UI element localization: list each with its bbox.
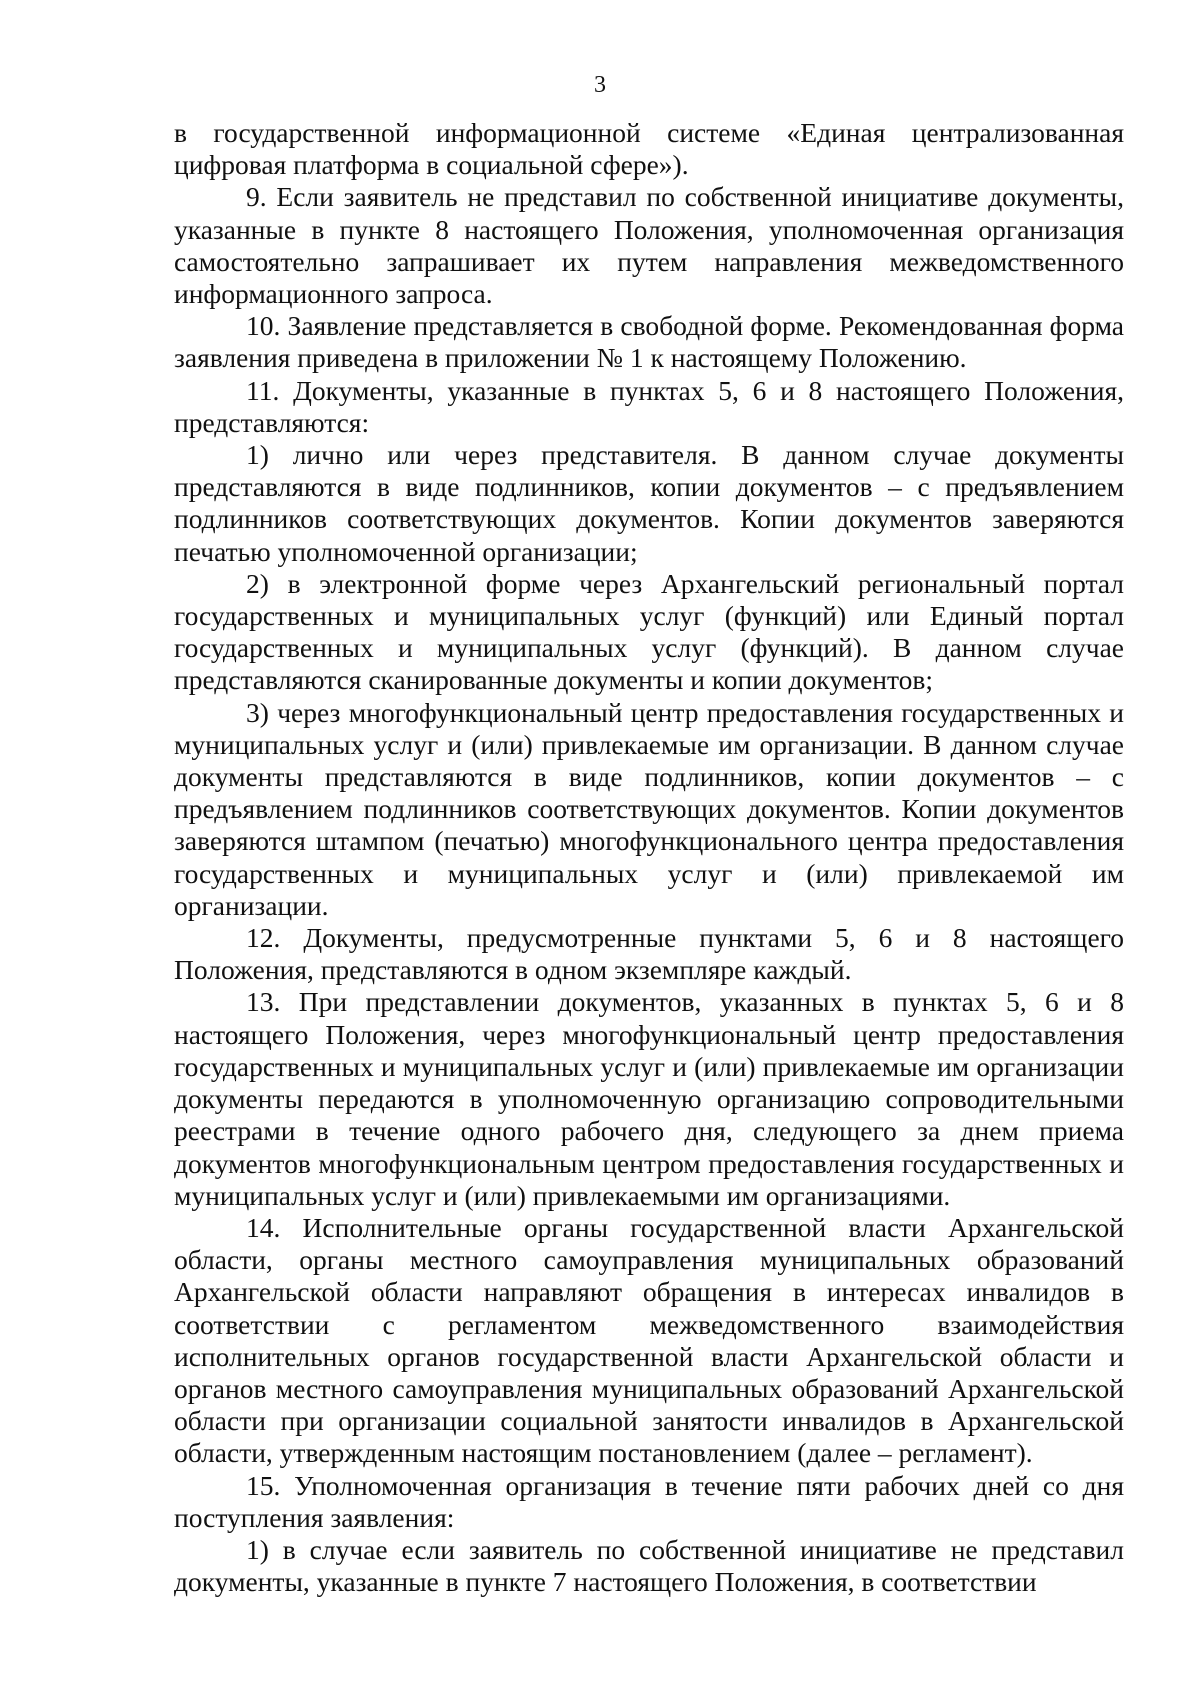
paragraph-item-13: 13. При представлении документов, указанных в пунктах 5, 6 и 8 настоящего Положения, через многофункциональный центр предоставления государственных и муниципальных услуг и (или) привлекаемые им организации документы передаются в уполномоченную организацию сопроводительными реестрами в течение одного рабочего дня, следующего за днем приема документов многофункциональным центром предоставления государственных и муниципальных услуг и (или) привлекаемыми им организациями. xyxy=(174,986,1124,1211)
paragraph-item-11-2: 2) в электронной форме через Архангельский региональный портал государственных и муниципальных услуг (функций) или Единый портал государственных и муниципальных услуг (функций). В данном случае представляются сканированные документы и копии документов; xyxy=(174,567,1124,696)
paragraph-item-11-3: 3) через многофункциональный центр предоставления государственных и муниципальных услуг и (или) привлекаемые им организации. В данном случае документы представляются в виде подлинников, копии документов – с предъявлением подлинников соответствующих документов. Копии документов заверяются штампом (печатью) многофункционального центра предоставления государственных и муниципальных услуг и (или) привлекаемой им организации. xyxy=(174,696,1124,921)
page-number: 3 xyxy=(594,72,606,98)
paragraph-item-10: 10. Заявление представляется в свободной форме. Рекомендованная форма заявления приведена в приложении № 1 к настоящему Положению. xyxy=(174,310,1124,374)
paragraph-item-9: 9. Если заявитель не представил по собственной инициативе документы, указанные в пункте 8 настоящего Положения, уполномоченная организация самостоятельно запрашивает их путем направления межведомственного информационного запроса. xyxy=(174,181,1124,310)
paragraph-item-11-1: 1) лично или через представителя. В данном случае документы представляются в виде подлинников, копии документов – с предъявлением подлинников соответствующих документов. Копии документов заверяются печатью уполномоченной организации; xyxy=(174,439,1124,567)
paragraph-item-11: 11. Документы, указанные в пунктах 5, 6 и 8 настоящего Положения, представляются: xyxy=(174,374,1124,438)
paragraph-continuation: в государственной информационной системе «Единая централизованная цифровая платформа в социальной сфере»). xyxy=(174,117,1124,181)
paragraph-item-15-1: 1) в случае если заявитель по собственной инициативе не представил документы, указанные в пункте 7 настоящего Положения, в соответствии xyxy=(174,1533,1124,1598)
paragraph-item-15: 15. Уполномоченная организация в течение пяти рабочих дней со дня поступления заявления: xyxy=(174,1469,1124,1533)
paragraph-item-14: 14. Исполнительные органы государственной власти Архангельской области, органы местного самоуправления муниципальных образований Архангельской области направляют обращения в интересах инвалидов в соответствии с регламентом межведомственного взаимодействия исполнительных органов государственной власти Архангельской области и органов местного самоуправления муниципальных образований Архангельской области при организации социальной занятости инвалидов в Архангельской области, утвержденным настоящим постановлением (далее – регламент). xyxy=(174,1211,1124,1469)
paragraph-item-12: 12. Документы, предусмотренные пунктами 5, 6 и 8 настоящего Положения, представляются в одном экземпляре каждый. xyxy=(174,922,1124,986)
document-body xyxy=(174,117,1124,1598)
